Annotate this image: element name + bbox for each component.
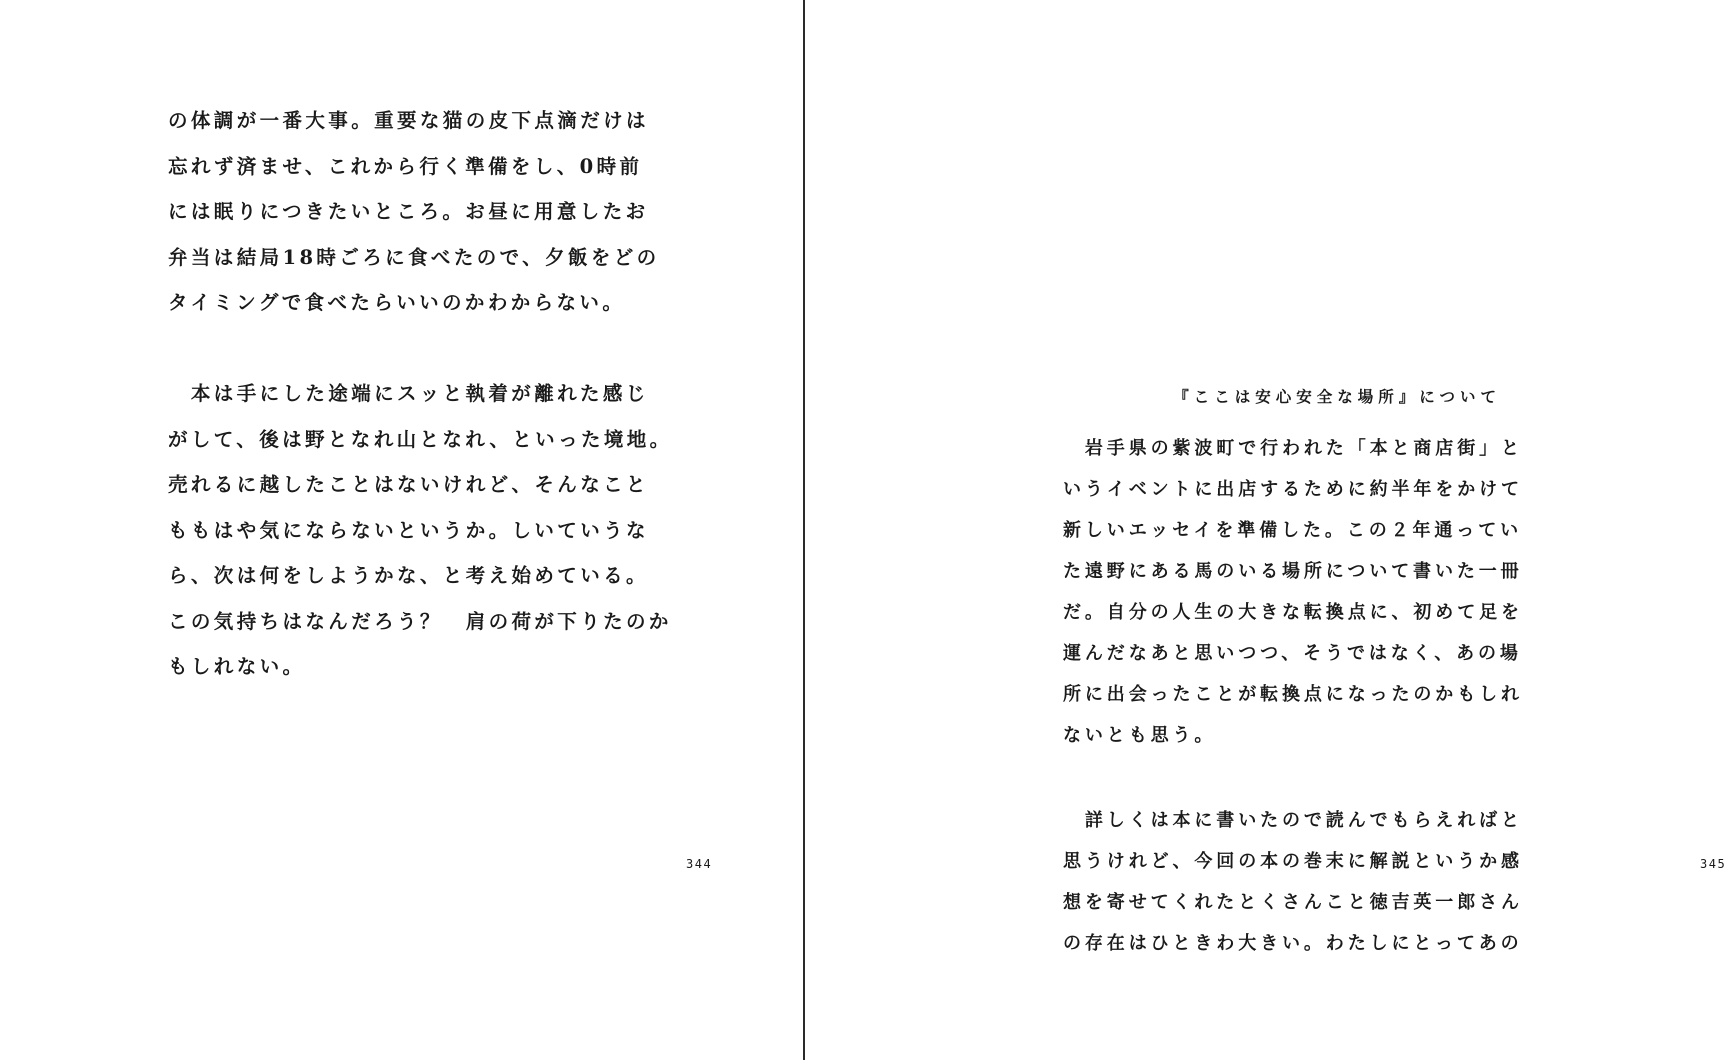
- page-number-left: 344: [686, 857, 713, 871]
- text-line: 新しいエッセイを準備した。この２年通ってい: [1063, 520, 1522, 541]
- text-line: いうイベントに出店するために約半年をかけて: [1063, 479, 1523, 500]
- text-line: この気持ちはなんだろう？ 肩の荷が下りたのか: [168, 609, 672, 633]
- left-paragraph-1: [168, 98, 660, 326]
- text-line: タイミングで食べたらいいのかわからない。: [168, 291, 626, 314]
- text-line: がして、後は野となれ山となれ、といった境地。: [168, 427, 673, 451]
- text-line: 詳しくは本に書いたので読んでもらえればと: [1063, 810, 1523, 831]
- text-line: 弁当は結局18時ごろに食べたので、夕飯をどの: [168, 245, 660, 269]
- right-paragraph-2: [1063, 800, 1523, 964]
- text-line: 本は手にした途端にスッと執着が離れた感じ: [168, 382, 649, 405]
- text-line: ももはや気にならないというか。しいていうな: [168, 518, 649, 542]
- text-line: だ。自分の人生の大きな転換点に、初めて足を: [1063, 602, 1523, 623]
- text-line: 岩手県の紫波町で行われた「本と商店街」と: [1063, 438, 1523, 459]
- text-line: た遠野にある馬のいる場所について書いた一冊: [1063, 561, 1523, 582]
- text-line: ら、次は何をしようかな、と考え始めている。: [168, 564, 649, 587]
- text-line: の存在はひときわ大きい。わたしにとってあの: [1063, 933, 1523, 954]
- text-line: 想を寄せてくれたとくさんこと徳吉英一郎さん: [1063, 892, 1523, 913]
- text-line: の体調が一番大事。重要な猫の皮下点滴だけは: [168, 109, 649, 132]
- text-line: 忘れず済ませ、これから行く準備をし、0時前: [168, 154, 643, 178]
- left-paragraph-2: [168, 371, 673, 690]
- text-line: ないとも思う。: [1063, 725, 1217, 746]
- text-line: もしれない。: [168, 655, 306, 678]
- text-line: 思うけれど、今回の本の巻末に解説というか感: [1063, 851, 1523, 872]
- page-number-right: 345: [1700, 857, 1726, 871]
- section-title: 『ここは安心安全な場所』について: [1173, 388, 1501, 406]
- text-line: 所に出会ったことが転換点になったのかもしれ: [1063, 684, 1523, 705]
- text-line: 運んだなあと思いつつ、そうではなく、あの場: [1063, 643, 1522, 664]
- left-page: [0, 0, 803, 1060]
- text-line: 売れるに越したことはないけれど、そんなこと: [168, 473, 649, 496]
- right-paragraph-1: [1063, 428, 1523, 756]
- text-line: には眠りにつきたいところ。お昼に用意したお: [168, 200, 649, 223]
